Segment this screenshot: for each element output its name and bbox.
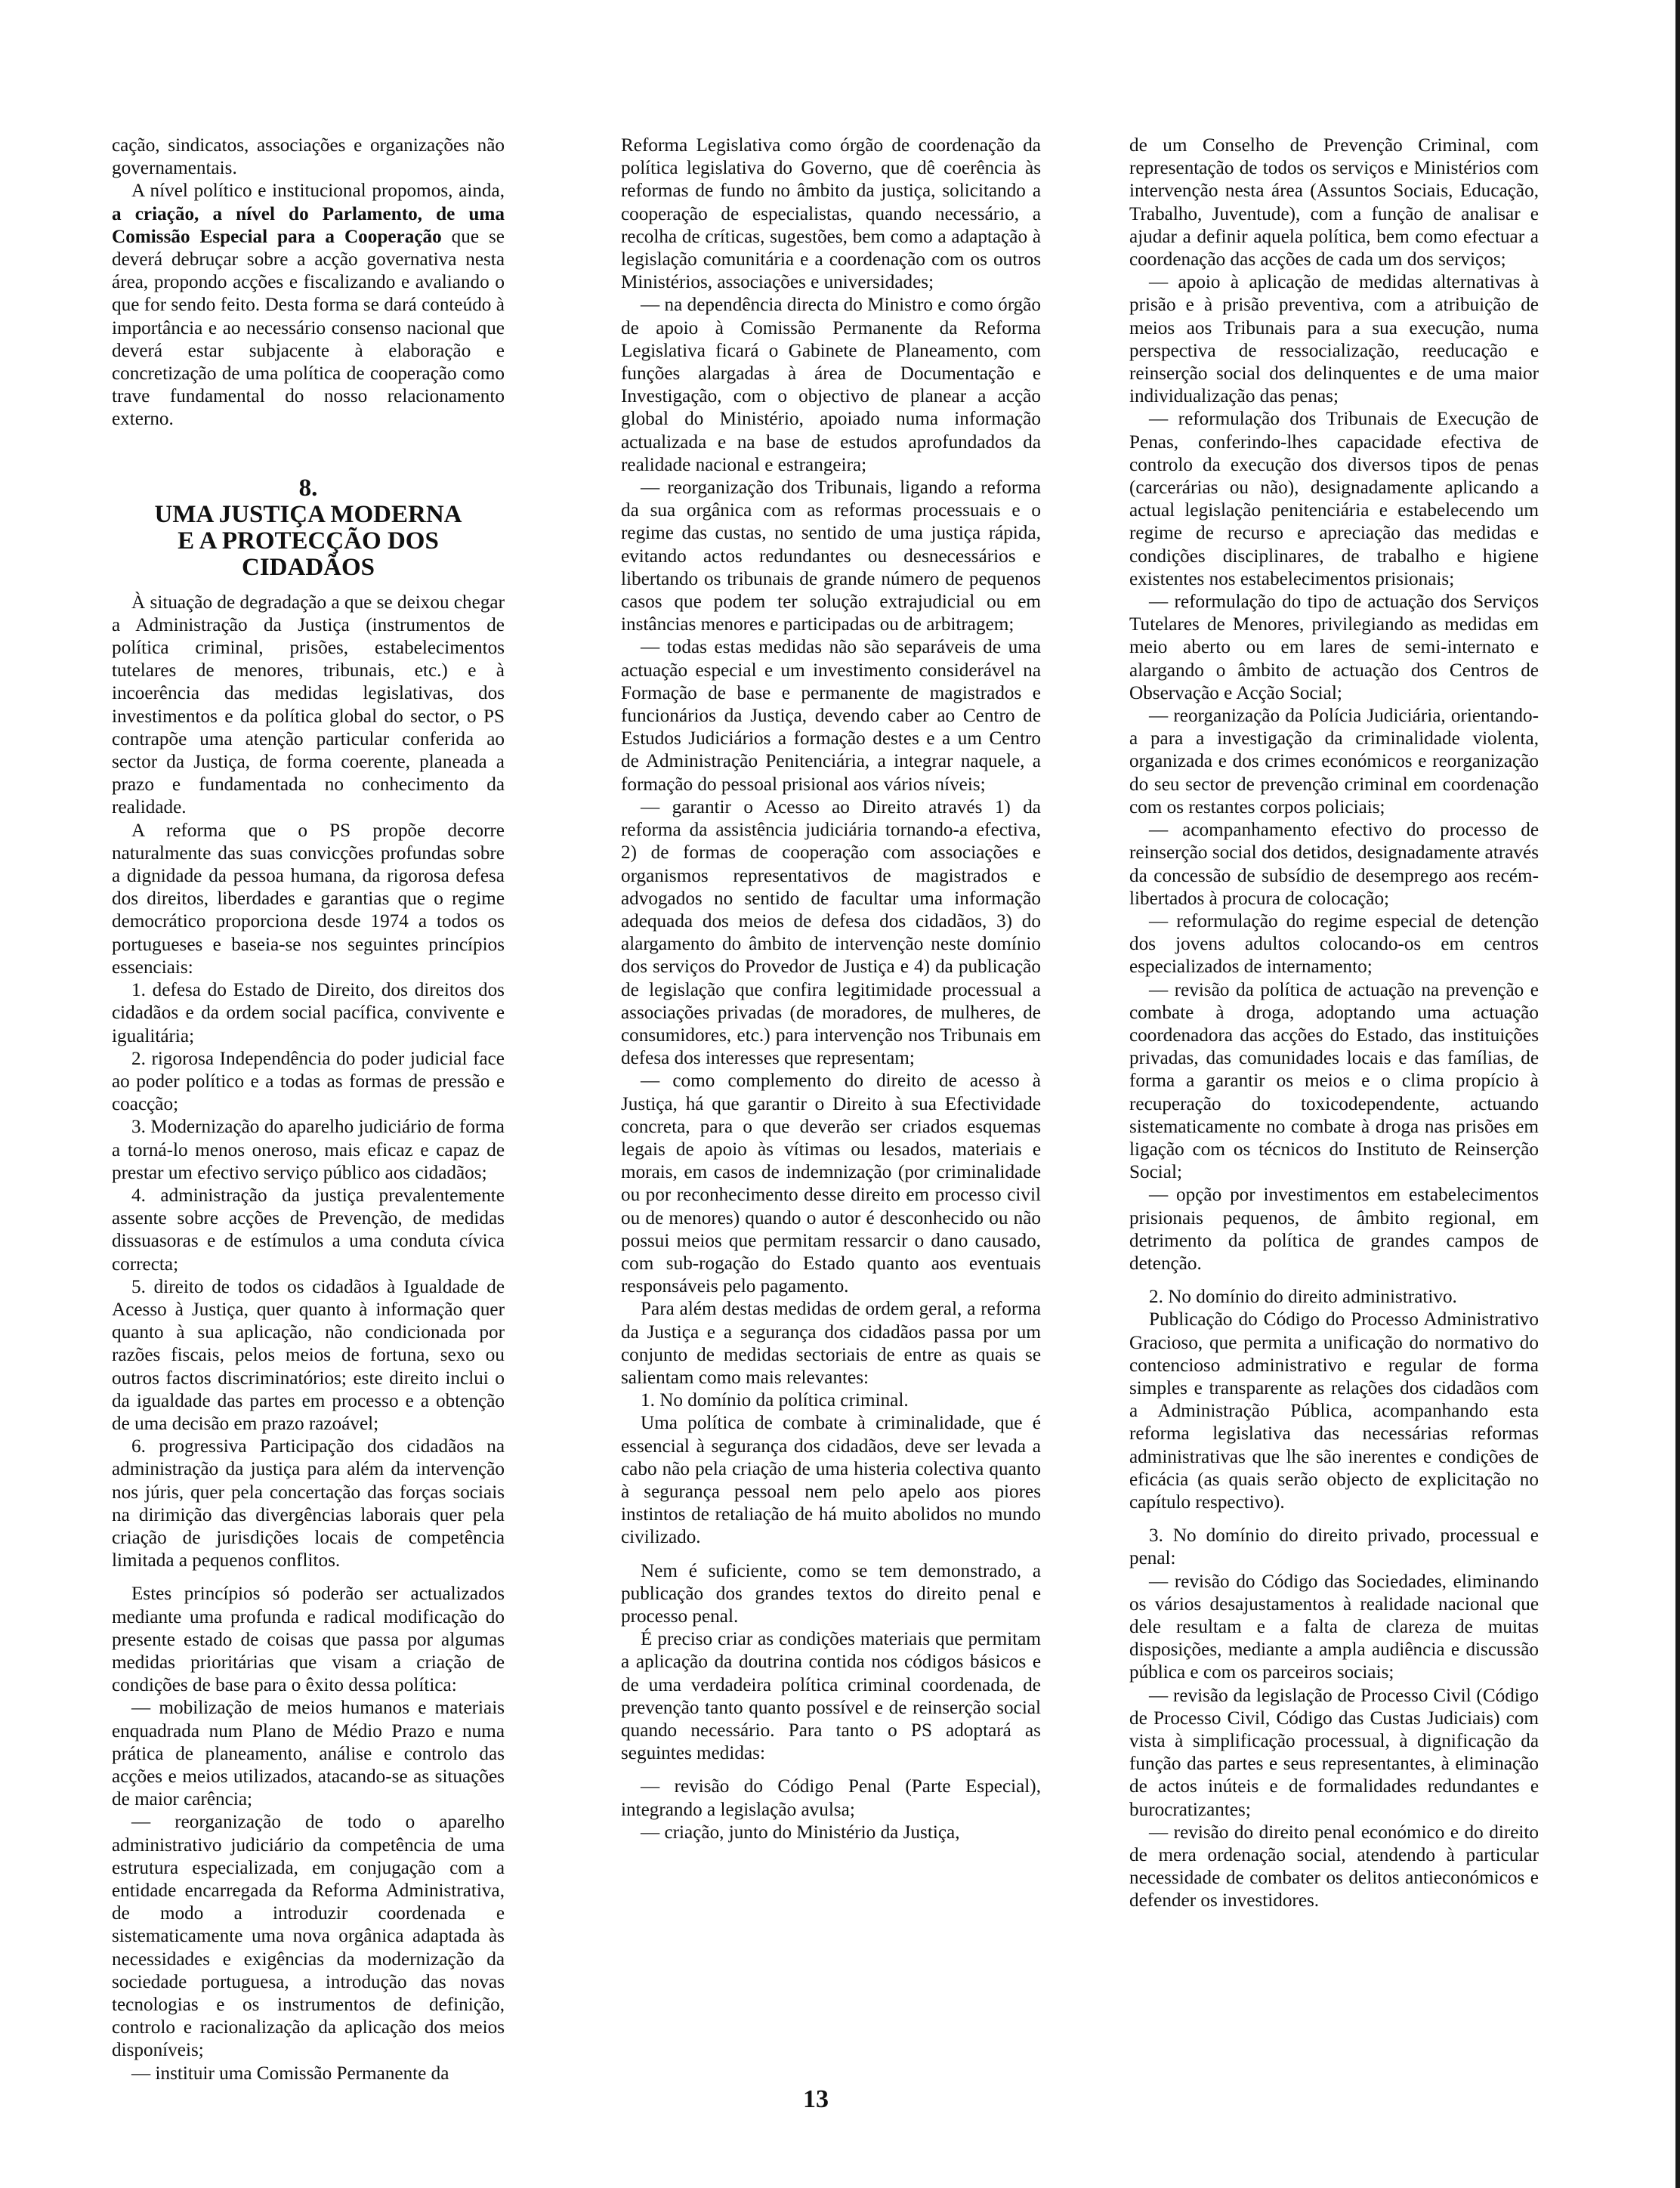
bold-text: a criação, a nível do Parlamento, de uma Comissão Especial para a Cooperação [112, 203, 505, 247]
paragraph: 5. direito de todos os cidadãos à Igualdade de Acesso à Justiça, quer quanto à informação quer quanto à sua aplicação, não condicionada por razões fiscais, pelos meios de fortuna, sexo ou outros factos discriminatórios; este direito inclui o da igualdade das partes em processo e a obtenção de uma decisão em prazo razoável; [112, 1276, 505, 1434]
column-1 [112, 134, 505, 2085]
page-edge [1675, 0, 1680, 2188]
paragraph: 4. administração da justiça prevalentemente assente sobre acções de Prevenção, de medidas dissuasoras e de estímulos a uma conduta cívica correcta; [112, 1185, 505, 1275]
paragraph: 1. defesa do Estado de Direito, dos direitos dos cidadãos e da ordem social pacífica, convivente e igualitária; [112, 980, 505, 1046]
paragraph [112, 180, 505, 431]
paragraph: — reorganização da Polícia Judiciária, orientando-a para a investigação da criminalidade violenta, organizada e dos crimes económicos e reorganização do seu sector de prevenção criminal em coordenação com os restantes corpos policiais; [1129, 706, 1539, 817]
paragraph: 3. No domínio do direito privado, processual e penal: [1129, 1525, 1539, 1569]
paragraph: — criação, junto do Ministério da Justiça, [641, 1822, 960, 1843]
paragraph: — reformulação do regime especial de detenção dos jovens adultos colocando-os em centros especializados de internamento; [1129, 910, 1539, 978]
paragraph: — revisão do direito penal económico e do direito de mera ordenação social, atendendo à particular necessidade de combater os delitos antieconómicos e defender os investidores. [1129, 1822, 1539, 1911]
paragraph: — revisão do Código Penal (Parte Especial), integrando a legislação avulsa; [621, 1776, 1041, 1820]
paragraph: Nem é suficiente, como se tem demonstrado, a publicação dos grandes textos do direito penal e processo penal. [621, 1560, 1041, 1627]
section-title-line: 8. [298, 474, 318, 502]
text-run: A nível político e institucional propomos, ainda, [131, 181, 505, 202]
paragraph: Reforma Legislativa como órgão de coordenação da política legislativa do Governo, que dê coerência às reformas de fundo no âmbito da justiça, solicitando a cooperação de especialistas, quando necessário, a recolha de críticas, sugestões, bem como a adaptação à legislação comunitária e a coordenação com os outros Ministérios, associações e universidades; [621, 135, 1041, 293]
paragraph: A reforma que o PS propõe decorre naturalmente das suas convicções profundas sobre a dignidade da pessoa humana, da rigorosa defesa dos direitos, liberdades e garantias que o regime democrático proporciona desde 1974 a todos os portugueses e baseia-se nos seguintes princípios essenciais: [112, 820, 505, 978]
section-title [112, 475, 505, 581]
paragraph: — mobilização de meios humanos e materiais enquadrada num Plano de Médio Prazo e numa prática de planeamento, análise e controlo das acções e meios utilizados, atacando-se as situações de maior carência; [112, 1698, 505, 1810]
paragraph: — garantir o Acesso ao Direito através 1) da reforma da assistência judiciária tornando-a efectiva, 2) de formas de cooperação com associações e organismos representativos de magistrados e advogados no sentido de facultar uma informação adequada dos meios de defesa dos cidadãos, 3) do alargamento do âmbito de intervenção neste domínio dos serviços do Provedor de Justiça e 4) da publicação de legislação que confira legitimidade processual a associações privadas (de moradores, de mulheres, de consumidores, etc.) para intervenção nos Tribunais em defesa dos interesses que representam; [621, 796, 1041, 1069]
paragraph: — todas estas medidas não são separáveis de uma actuação especial e um investimento considerável na Formação de base e permanente de magistrados e funcionários da Justiça, devendo caber ao Centro de Estudos Judiciários a formação destes e a um Centro de Administração Penitenciária, a integrar naquele, a formação do pessoal prisional aos vários níveis; [621, 637, 1041, 795]
paragraph: — apoio à aplicação de medidas alternativas à prisão e à prisão preventiva, com a atribuição de meios aos Tribunais para a sua execução, numa perspectiva de ressocialização, reeducação e reinserção social dos delinquentes e de uma maior individualização das penas; [1129, 272, 1539, 407]
section-title-line: E A PROTECÇÃO DOS [178, 527, 439, 555]
paragraph: É preciso criar as condições materiais que permitam a aplicação da doutrina contida nos códigos básicos e de uma verdadeira política criminal coordenada, de prevenção tanto quanto possível e de reinserção social quando necessário. Para tanto o PS adoptará as seguintes medidas: [621, 1629, 1041, 1764]
paragraph: — opção por investimentos em estabelecimentos prisionais pequenos, de âmbito regional, em detrimento da política de grandes campos de detenção. [1129, 1185, 1539, 1274]
column-3 [1129, 134, 1539, 1913]
section-title-line: CIDADÃOS [241, 553, 375, 581]
paragraph: Para além destas medidas de ordem geral, a reforma da Justiça e a segurança dos cidadãos passa por um conjunto de medidas sectoriais de entre as quais se salientam como mais relevantes: [621, 1299, 1041, 1388]
paragraph: — reformulação dos Tribunais de Execução de Penas, conferindo-lhes capacidade efectiva de controlo da execução dos diversos tipos de penas (carcerárias ou não), designadamente aplicando a actual legislação penitenciária e estabelecendo um regime de recurso e apreciação das medidas e condições disciplinares, de trabalho e higiene existentes nos estabelecimentos prisionais; [1129, 409, 1539, 589]
paragraph: Uma política de combate à criminalidade, que é essencial à segurança dos cidadãos, deve ser levada a cabo não pela criação de uma histeria colectiva quanto à segurança pessoal nem pelo apelo aos piores instintos de retaliação de há muito abolidos no mundo civilizado. [621, 1413, 1041, 1548]
paragraph: — instituir uma Comissão Permanente da [131, 2063, 449, 2084]
paragraph: cação, sindicatos, associações e organizações não governamentais. [112, 135, 505, 179]
paragraph: 3. Modernização do aparelho judiciário de forma a torná-lo menos oneroso, mais eficaz e capaz de prestar um efectivo serviço público aos cidadãos; [112, 1117, 505, 1183]
section-title-line: UMA JUSTIÇA MODERNA [154, 500, 462, 528]
paragraph: À situação de degradação a que se deixou chegar a Administração da Justiça (instrumentos de política criminal, prisões, estabelecimentos tutelares de menores, tribunais, etc.) e à incoerência das medidas legislativas, dos investimentos e da política global do sector, o PS contrapõe uma atenção particular conferida ao sector da Justiça, de forma coerente, planeada a prazo e fundamentada no conhecimento da realidade. [112, 592, 505, 818]
text-run: que se deverá debruçar sobre a acção governativa nesta área, propondo acções e fiscalizando e avaliando o que for sendo feito. Desta forma se dará conteúdo à importância e ao necessário consenso nacional que deverá estar subjacente à elaboração e concretização de uma política de cooperação como trave fundamental do nosso relacionamento externo. [112, 226, 505, 430]
paragraph: — revisão da política de actuação na prevenção e combate à droga, adoptando uma actuação coordenadora das acções do Estado, das instituições privadas, das comunidades locais e das famílias, de forma a garantir os meios e o clima propício à recuperação do toxicodependente, actuando sistematicamente no combate à droga nas prisões em ligação com os técnicos do Instituto de Reinserção Social; [1129, 979, 1539, 1183]
paragraph: — revisão da legislação de Processo Civil (Código de Processo Civil, Código das Custas Judiciais) com vista à simplificação processual, à dignificação da função das partes e seus representantes, à eliminação de actos inúteis e de formalidades redundantes e burocratizantes; [1129, 1685, 1539, 1820]
paragraph: — revisão do Código das Sociedades, eliminando os vários desajustamentos à realidade nacional que dele resultam e a falta de clareza de muitas disposições, mediante a ampla audiência e discussão pública e com os parceiros sociais; [1129, 1571, 1539, 1683]
paragraph: Estes princípios só poderão ser actualizados mediante uma profunda e radical modificação do presente estado de coisas que passa por algumas medidas prioritárias que visam a criação de condições de base para o êxito dessa política: [112, 1584, 505, 1696]
paragraph: 1. No domínio da política criminal. [641, 1390, 909, 1411]
paragraph: 2. rigorosa Independência do poder judicial face ao poder político e a todas as formas de pressão e coacção; [112, 1048, 505, 1115]
page-number: 13 [803, 2085, 829, 2113]
paragraph: — reorganização dos Tribunais, ligando a reforma da sua orgânica com as reformas processuais e o regime das custas, no sentido de uma justiça rápida, evitando actos redundantes ou desnecessários e libertando os tribunais de grande número de pequenos casos que podem ter solução extrajudicial ou em instâncias menores e participadas ou de arbitragem; [621, 477, 1041, 635]
paragraph: — como complemento do direito de acesso à Justiça, há que garantir o Direito à sua Efectividade concreta, para o que deverão ser criados esquemas legais de apoio às vítimas ou lesados, materiais e morais, em casos de indemnização (por criminalidade ou por reconhecimento desse direito em processo civil ou de menores) quando o autor é desconhecido ou não possui meios que permitam ressarcir o dano causado, com sub-rogação do Estado quanto aos eventuais responsáveis pelo pagamento. [621, 1071, 1041, 1297]
paragraph: 6. progressiva Participação dos cidadãos na administração da justiça para além da intervenção nos júris, quer pela concertação das forças sociais na dirimição das divergências laborais quer pela criação de jurisdições locais de competência limitada a pequenos conflitos. [112, 1436, 505, 1571]
paragraph: Publicação do Código do Processo Administrativo Gracioso, que permita a unificação do normativo do contencioso administrativo e regular de forma simples e transparente as relações dos cidadãos com a Administração Pública, acompanhando esta reforma legislativa das necessárias reformas administrativas que lhe são inerentes e condições de eficácia (as quais serão objecto de explicitação no capítulo respectivo). [1129, 1309, 1539, 1513]
paragraph: 2. No domínio do direito administrativo. [1149, 1287, 1457, 1308]
paragraph: de um Conselho de Prevenção Criminal, com representação de todos os serviços e Ministérios com intervenção nesta área (Assuntos Sociais, Educação, Trabalho, Juventude), com a função de analisar e ajudar a definir aquela política, bem como efectuar a coordenação das acções de cada um dos serviços; [1129, 135, 1539, 270]
paragraph: — reorganização de todo o aparelho administrativo judiciário da competência de uma estrutura especializada, em conjugação com a entidade encarregada da Reforma Administrativa, de modo a introduzir coordenada e sistematicamente uma nova orgânica adaptada às necessidades e exigências da modernização da sociedade portuguesa, a introdução das novas tecnologias e os instrumentos de definição, controlo e racionalização da aplicação dos meios disponíveis; [112, 1812, 505, 2061]
column-2 [621, 134, 1041, 1844]
paragraph: — acompanhamento efectivo do processo de reinserção social dos detidos, designadamente através da concessão de subsídio de desemprego aos recém-libertados à procura de colocação; [1129, 820, 1539, 909]
paragraph: — na dependência directa do Ministro e como órgão de apoio à Comissão Permanente da Reforma Legislativa ficará o Gabinete de Planeamento, com funções alargadas à área de Documentação e Investigação, com o objectivo de planear a acção global do Ministério, apoiado numa informação actualizada e na base de estudos aprofundados da realidade nacional e estrangeira; [621, 295, 1041, 475]
paragraph: — reformulação do tipo de actuação dos Serviços Tutelares de Menores, privilegiando as medidas em meio aberto ou em lares de semi-internato e alargando o âmbito de actuação dos Centros de Observação e Acção Social; [1129, 592, 1539, 703]
